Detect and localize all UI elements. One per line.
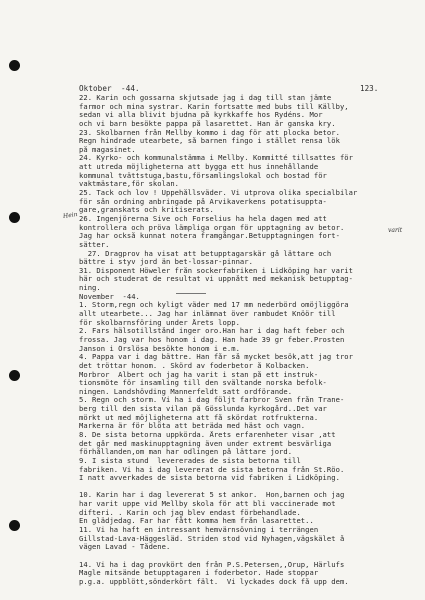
text-line: 1. Storm,regn och kyligt väder med 17 mm nederbörd omöjliggöra	[79, 301, 349, 310]
punch-hole	[9, 520, 20, 531]
text-line: och vi barn besökte pappa på lasarettet. Han är ganska kry.	[79, 119, 336, 128]
text-line: sätter.	[79, 240, 110, 249]
text-line: 23. Skolbarnen från Mellby kommo i dag för att plocka betor.	[79, 128, 340, 137]
text-line: vägen Lavad - Tådene.	[79, 543, 171, 552]
text-line: att utreda möjligheterna att bygga ett hus innehållande	[79, 163, 319, 172]
text-line: I natt avverkades de sista betorna vid fabriken i Lidköping.	[79, 474, 340, 483]
text-line: 31. Disponent Höweler från sockerfabriken i Lidköping har varit	[79, 266, 353, 275]
text-line: 24. Kyrko- och kommunalstämma i Mellby. Kommitté tillsattes för	[79, 154, 353, 163]
text-line: kommunal tvättstuga,bastu,församlingslokal och bostad för	[79, 171, 327, 180]
header-date: Oktober -44.	[79, 84, 140, 93]
text-line: på magasinet.	[79, 145, 136, 154]
text-line: Gillstad-Lava-Häggesläd. Striden stod vid Nyhagen,vägskälet å	[79, 534, 345, 543]
text-line: 8. De sista betorna uppkörda. Årets erfarenheter visar ,att	[79, 430, 336, 439]
text-line: det tröttar honom. . Skörd av foderbetor å Kolbacken.	[79, 361, 310, 370]
text-line: 11. Vi ha haft en intressant hemvärnsövning i terrängen	[79, 526, 319, 535]
text-line: 26. Ingenjörerna Sive och Forselius ha hela dagen med att	[79, 214, 327, 223]
text-line: Markerna är för blöta att beträda med häst och vagn.	[79, 422, 306, 431]
punch-hole	[9, 370, 20, 381]
text-line: Janson i Örslösa besökte honom i e.m.	[79, 344, 240, 353]
text-line: 22. Karin och gossarna skjutsade jag i dag till stan jämte	[79, 94, 332, 102]
text-line: tionsmöte för insamling till den svältande norska befolk-	[79, 379, 327, 388]
text-line: förhållanden,om man har odlingen på lättare jord.	[79, 448, 293, 457]
text-line: 14. Vi ha i dag provkört den från P.S.Petersen,,Orup, Härlufs	[79, 560, 345, 569]
text-line: 2. Fars hälsotillstånd inger oro.Han har i dag haft feber och	[79, 327, 345, 336]
text-line: fabriken. Vi ha i dag levererat de sista betorna från St.Röo.	[79, 465, 345, 474]
text-line: här och studerat de resultat vi uppnått med mekanisk betupptag-	[79, 275, 353, 284]
text-line: 5. Regn och storm. Vi ha i dag följt farbror Sven från Trane-	[79, 396, 345, 405]
punch-hole	[9, 60, 20, 71]
text-line: Jag har också kunnat notera framgångar.Betupptagningen fort-	[79, 232, 340, 241]
text-line: 10. Karin har i dag levererat 5 st ankor. Hon,barnen och jag	[79, 491, 345, 500]
text-line: kontrollera och pröva lämpliga organ för upptagning av betor.	[79, 223, 345, 232]
text-line: p.g.a. uppblött,sönderkört fält. Vi lyckades dock få upp dem.	[79, 577, 349, 586]
text-line: Magle mitsände betupptagaren i foderbetor. Hade stoppar	[79, 569, 319, 578]
text-line: för sån ordning anbringade på Arvikaverkens potatisuppta-	[79, 197, 327, 206]
text-line: gare,granskats och kritiserats.	[79, 206, 214, 215]
text-line: berg till den sista vilan på Gösslunda kyrkogård..Det var	[79, 405, 327, 414]
text-line: allt utearbete... Jag har inlämnat över rambudet Knöör till	[79, 310, 336, 319]
text-line: bättre i styv jord än bet-lossar-pinnar.	[79, 258, 253, 267]
text-line: Regn hindrade utearbete, så barnen fingo i stället rensa lök	[79, 137, 340, 146]
text-line: vaktmästare,för skolan.	[79, 180, 180, 189]
handwritten-insert-note: varit	[388, 227, 403, 234]
text-line: det går med maskinupptagning även under extremt besvärliga	[79, 439, 332, 448]
text-line: mörkt ut med möjligheterna att få skördat rotfrukterna.	[79, 413, 319, 422]
text-line: farmor och mina systrar. Karin fortsatte med bubs till Källby,	[79, 102, 349, 111]
text-line: 27. Dragprov ha visat att betupptagarskär gå lättare och	[79, 249, 332, 258]
text-line	[79, 552, 419, 561]
text-line: ning.	[79, 284, 101, 293]
text-line: Morbror Albert och jag ha varit i stan på ett instruk-	[79, 370, 319, 379]
text-line: sedan vi alla blivit bjudna på kyrkkaffe hos Rydéns. Mor	[79, 111, 323, 120]
punch-hole	[9, 212, 20, 223]
text-line: för skolbarnsföring under Årets lopp.	[79, 318, 240, 327]
pencil-strike-mark	[176, 293, 206, 294]
text-line: November -44.	[79, 292, 140, 301]
text-line: har varit uppe vid Mellby skola för att bli vaccinerade mot	[79, 500, 336, 509]
text-line: 25. Tack och lov ! Uppehållsväder. Vi utprova olika specialbilar	[79, 189, 358, 198]
text-line: frossa. Jag var hos honom i dag. Han hade 39 gr feber.Prosten	[79, 335, 345, 344]
page-number: 123.	[360, 84, 379, 93]
text-line: 4. Pappa var i dag bättre. Han får så mycket besök,att jag tror	[79, 353, 353, 362]
text-line	[79, 483, 419, 492]
diary-text	[79, 94, 419, 587]
text-line: 9. I sista stund levererades de sista betorna till	[79, 456, 301, 465]
text-line: ningen. Landshövding Mannerfeldt satt ordförande.	[79, 387, 293, 396]
text-line: En glädjedag. Far har fått komma hem från lasarettet..	[79, 517, 314, 526]
handwritten-margin-note: Hein	[62, 211, 78, 220]
text-line: difteri. . Karin och jag blev endast förbehandlade.	[79, 508, 301, 517]
